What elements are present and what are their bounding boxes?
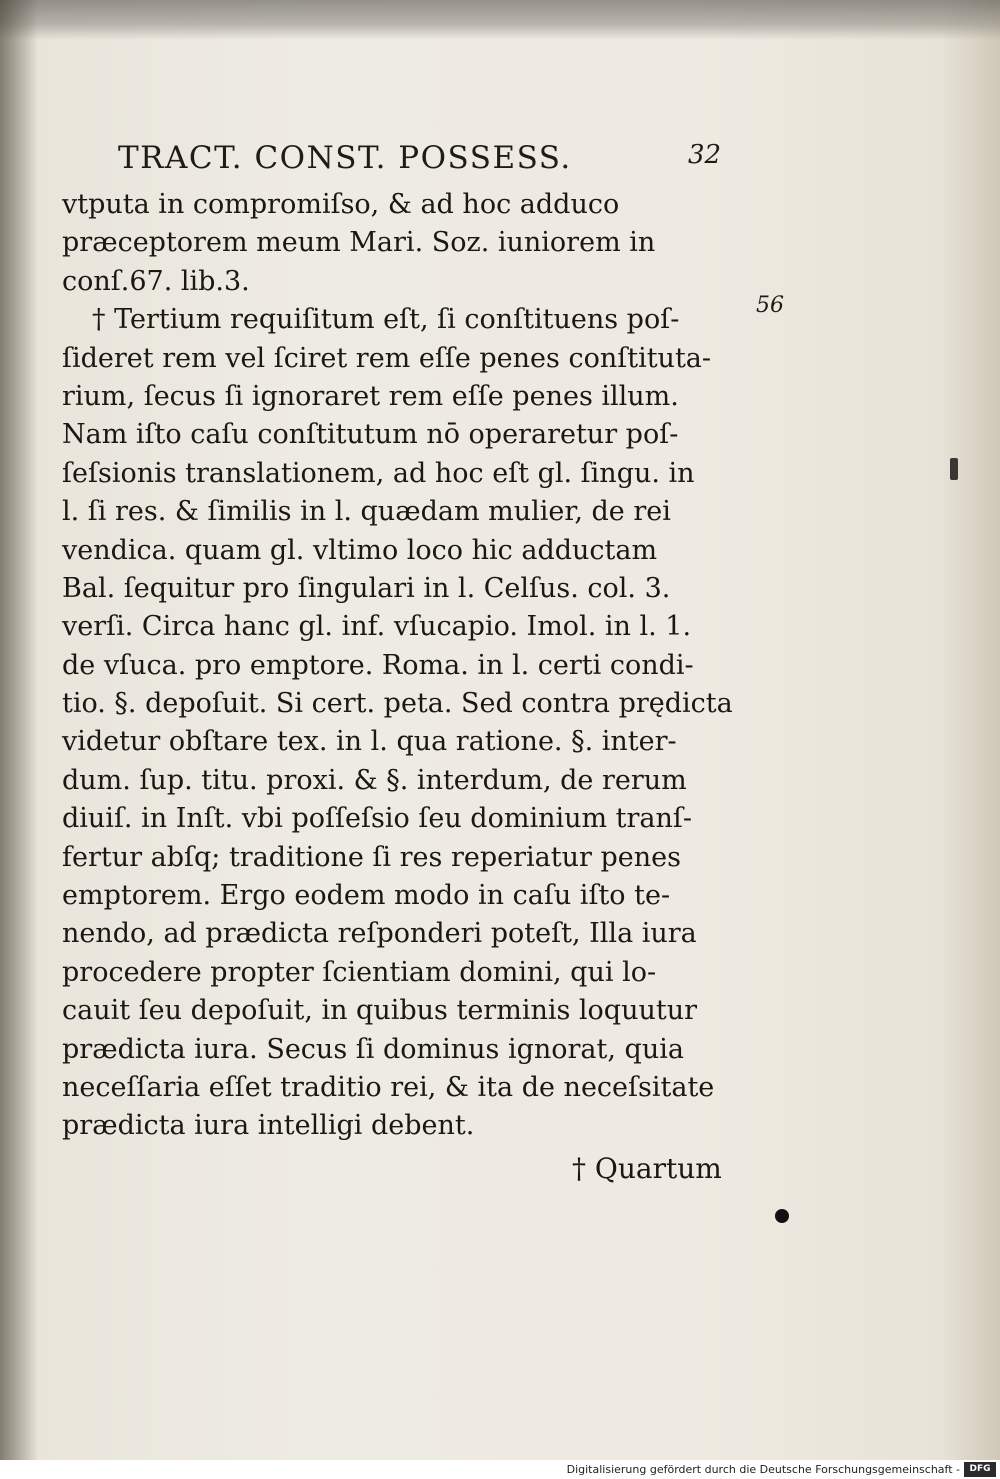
text-line: cauit ſeu depoſuit, in quibus terminis loquutur [62, 995, 698, 1027]
text-line: verſi. Circa hanc gl. inf. vſucapio. Imol. in l. 1. [62, 611, 692, 643]
footer-credit: Digitalisierung gefördert durch die Deutsche Forschungsgemeinschaft - [566, 1463, 960, 1476]
folio-number: 32 [688, 140, 722, 170]
text-line: Bal. ſequitur pro ſingulari in l. Celſus. col. 3. [62, 572, 671, 604]
text-line: tio. §. depoſuit. Si cert. peta. Sed contra prędicta [62, 688, 733, 720]
body-text [62, 186, 742, 1146]
text-line: † Tertium requiſitum eſt, ſi conſtituens poſ- [92, 304, 680, 336]
text-line: ſideret rem vel ſciret rem eſſe penes conſtituta- [62, 342, 712, 374]
text-line: rium, ſecus ſi ignoraret rem eſſe penes illum. [62, 380, 679, 412]
catchword: † Quartum [572, 1152, 722, 1185]
text-line: emptorem. Ergo eodem modo in caſu iſto te- [62, 880, 671, 912]
text-line: neceſſaria eſſet traditio rei, & ita de neceſsitate [62, 1071, 715, 1103]
text-line: nendo, ad prædicta reſponderi poteſt, Illa iura [62, 918, 697, 950]
text-line: de vſuca. pro emptore. Roma. in l. certi condi- [62, 649, 694, 681]
text-line: prædicta iura intelligi debent. [62, 1110, 475, 1142]
text-line: vtputa in compromiſso, & ad hoc adduco [62, 189, 620, 220]
page-edge-mark [950, 458, 958, 480]
margin-note: 56 [756, 293, 784, 318]
text-line: procedere propter ſcientiam domini, qui lo- [62, 956, 657, 988]
ink-dot [775, 1209, 789, 1223]
text-line: videtur obſtare tex. in l. qua ratione. §. inter- [62, 726, 677, 758]
text-line: præceptorem meum Mari. Soz. iuniorem in [62, 227, 656, 259]
text-line: dum. ſup. titu. proxi. & §. interdum, de rerum [62, 764, 687, 796]
text-line: Nam iſto caſu conſtitutum nō operaretur poſ- [62, 419, 679, 451]
text-line: prædicta iura. Secus ſi dominus ignorat, quia [62, 1033, 684, 1065]
text-line: fertur abſq; traditione ſi res reperiatur penes [62, 841, 681, 873]
text-line: diuiſ. in Inſt. vbi poſſeſsio ſeu dominium tranſ- [62, 803, 693, 835]
text-line: ſeſsionis translationem, ad hoc eſt gl. ſingu. in [62, 457, 695, 489]
text-line: conſ.67. lib.3. [62, 265, 250, 297]
running-header [118, 140, 738, 176]
running-title: TRACT. CONST. POSSESS. [118, 140, 572, 176]
text-line: vendica. quam gl. vltimo loco hic adductam [62, 534, 658, 566]
digitization-footer [0, 1460, 1000, 1479]
dfg-logo: DFG [964, 1462, 996, 1477]
text-line: l. ſi res. & ſimilis in l. quædam mulier, de rei [62, 496, 671, 528]
